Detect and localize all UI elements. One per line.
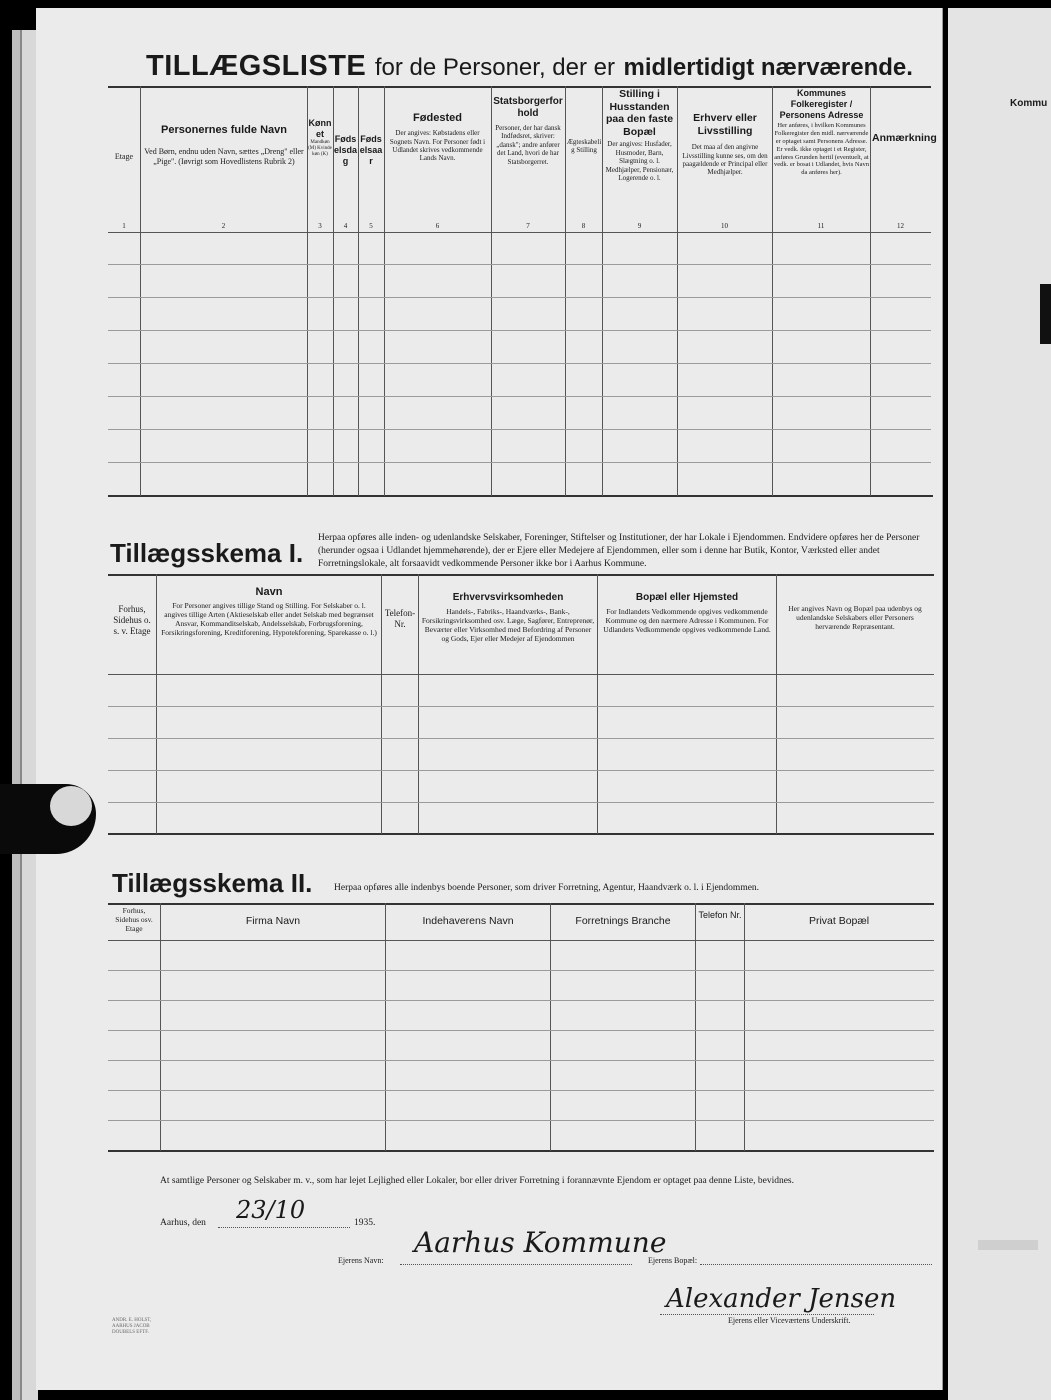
skema2-col-private-label: Privat Bopæl [808, 915, 870, 927]
skema1-header-bottom [108, 674, 934, 675]
column-number: 7 [526, 222, 530, 230]
skema2-col-divider [385, 903, 386, 1151]
skema1-row-line [108, 770, 934, 771]
list-col-register [774, 88, 869, 177]
list-col-etage-title: Etage [114, 152, 134, 161]
list-col-gender-note: Mandkøn (M) Kvindekøn (K) [308, 139, 332, 157]
list-col-divider [772, 86, 773, 496]
skema2-col-etage-label: Forhus, Sidehus osv. Etage [115, 906, 153, 933]
skema1-top-border [108, 574, 934, 576]
skema2-row-line [108, 1030, 934, 1031]
list-col-gender-title: Kønnet [308, 118, 332, 139]
list-col-remarks-title: Anmærkning [872, 132, 937, 144]
skema1-col-representative-note: Her angives Navn og Bopæl paa udenbys og udenlandske Selskabers eller Personers herværende Repræsentant. [788, 604, 922, 631]
skema2-header-bottom [108, 940, 934, 941]
column-number: 10 [721, 222, 728, 230]
skema1-col-phone-label: Telefon-Nr. [384, 608, 416, 629]
year-label: 1935. [354, 1218, 376, 1228]
column-number: 8 [581, 222, 586, 230]
skema1-col-etage-label: Forhus, Sidehus o. s. v. Etage [113, 604, 151, 636]
list-col-household-title: Stilling i Husstanden paa den faste Bopæl [605, 88, 674, 138]
skema1-col-business-note: Handels-, Fabriks-, Haandværks-, Bank-, Forsikringsvirksomhed osv. Læge, Sagfører, Entreprenør, Beværter eller Virksomhed med Befordring af Personer og Gods, Ejer eller Medejer af Ejendommen [421, 607, 595, 643]
owner-name-line [400, 1264, 632, 1265]
adjacent-page-faint-text [978, 1240, 1038, 1250]
list-col-name [143, 124, 305, 166]
skema2-col-firm-label: Firma Navn [245, 915, 301, 927]
list-row-line [108, 462, 931, 463]
list-row-line [108, 396, 931, 397]
list-col-birthplace [386, 112, 489, 163]
skema2-row-line [108, 1120, 934, 1121]
main-title [146, 50, 913, 83]
main-title-mid: for de Personer, der er [374, 54, 615, 81]
column-number: 4 [343, 222, 348, 230]
column-number: 3 [318, 222, 322, 230]
thumbnail [50, 786, 92, 826]
owner-residence-line [700, 1264, 932, 1265]
skema1-col-residence-note: For Indlandets Vedkommende opgives vedkommende Kommune og den nærmere Adresse i Kommunen. For Udlandets Vedkommende opgives vedkommende Land. [603, 607, 771, 634]
list-col-birthplace-title: Fødested [413, 112, 462, 124]
list-col-occupation-note: Det maa af den angivne Livsstilling kunne ses, om den paagældende er Principal eller Medhjælper. [682, 143, 768, 177]
list-row-line [108, 330, 931, 331]
column-number: 12 [897, 222, 904, 230]
skema1-row-line [108, 706, 934, 707]
column-number: 2 [221, 222, 226, 230]
list-col-birthplace-note: Der angives: Købstadens eller Sognets Navn. For Personer født i Udlandet skrives vedkommende Lands Navn. [389, 129, 486, 163]
skema2-col-branch-label: Forretnings Branche [575, 915, 671, 927]
skema2-row-line [108, 970, 934, 971]
list-col-citizenship [493, 96, 563, 166]
skema1-col-name-note: For Personer angives tillige Stand og Stilling. For Selskaber o. l. angives tillige Arten (Aktieselskab eller andet Selskab med begrænset Ansvar, Kommanditselskab, Andelsselskab, Forbrugsforening, Forsikringsforening, Kreditforening, Hypotekforening, Sparekasse o. l.) [161, 601, 377, 638]
skema2-intro: Herpaa opføres alle indenbys boende Personer, som driver Forretning, Agentur, Haandværk o. l. i Ejendommen. [334, 883, 760, 893]
skema2-title: Tillægsskema II. [112, 868, 313, 898]
skema1-title: Tillægsskema I. [110, 538, 304, 568]
skema2-row-line [108, 1000, 934, 1001]
skema1-col-phone [383, 608, 417, 630]
skema2-col-branch [552, 915, 694, 928]
skema2-row-line [108, 1060, 934, 1061]
list-row-line [108, 264, 931, 265]
list-col-household-note: Der angives: Husfader, Husmoder, Barn, Slægtning o. l. Medhjælper, Pensionær, Logerende o. l. [605, 140, 674, 182]
owner-name-label: Ejerens Navn: [338, 1256, 384, 1265]
column-number: 11 [817, 222, 825, 230]
main-title-bold: TILLÆGSLISTE [146, 50, 367, 82]
skema2-col-divider [550, 903, 551, 1151]
skema1-col-divider [156, 574, 157, 834]
page-stack-edge [12, 30, 20, 1400]
list-col-marital-title: Ægteskabelig Stilling [566, 138, 602, 155]
signature-handwritten: Alexander Jensen [666, 1284, 897, 1314]
list-col-citizenship-note: Personer, der har dansk Indfødsret, skriver: „dansk"; andre anfører det Land, hvori de har Statsborgerret. [495, 124, 561, 166]
list-col-divider [384, 86, 385, 496]
owner-name-handwritten: Aarhus Kommune [414, 1226, 667, 1259]
column-number: 6 [435, 222, 440, 230]
skema1-col-business-title: Erhvervsvirksomheden [452, 592, 564, 603]
list-col-remarks [872, 132, 937, 145]
skema1-col-etage [110, 604, 154, 636]
list-col-divider [491, 86, 492, 496]
skema2-col-firm [162, 915, 384, 928]
skema2-col-private [746, 915, 932, 928]
signature-line [660, 1314, 874, 1315]
skema2-col-owner [387, 915, 549, 928]
skema1-col-name-title: Navn [255, 586, 283, 598]
list-col-register-note: Her anføres, i hvilken Kommunes Folkeregister den midl. nærværende er optaget samt Personens Adresse. Er vedk. ikke optaget i et Register, anføres Grunden hertil (eventuelt, at vedk. er bosat i Udlandet, hvis Navn da anføres her). [774, 122, 869, 177]
declaration-text: At samtlige Personer og Selskaber m. v., som har lejet Lejlighed eller Lokaler, bor eller driver Forretning i forannævnte Ejendom er optaget paa denne Liste, bevidnes. [160, 1176, 794, 1186]
adjacent-page-mark [1040, 284, 1051, 344]
list-bottom-border [108, 495, 933, 497]
skema1-col-business [421, 592, 595, 643]
list-col-name-note: Ved Børn, endnu uden Navn, sættes „Dreng" eller „Pige". (Iøvrigt som Hovedlistens Rubrik 2) [144, 147, 304, 166]
list-col-birthday [333, 134, 358, 166]
column-number: 5 [369, 222, 373, 230]
adjacent-page [948, 8, 1051, 1400]
skema2-bottom-border [108, 1150, 934, 1152]
skema2-col-phone-label: Telefon Nr. [698, 910, 742, 920]
skema1-col-divider [776, 574, 777, 834]
adjacent-page-text: Kommu [1010, 98, 1048, 109]
list-col-marital [566, 138, 602, 155]
list-row-line [108, 363, 931, 364]
list-col-name-title: Personernes fulde Navn [161, 124, 287, 136]
skema1-intro: Herpaa opføres alle inden- og udenlandske Selskaber, Foreninger, Stiftelser og Institutioner, der har Lokale i Ejendommen. Endvidere opføres her de Personer (herunder ogsaa i Udlandet hjemmehørende), der er Ejere eller Medejere af Ejendommen, eller som i denne har Butik, Kontor, Værksted eller andet Forretningslokale, alt forsaavidt vedkommende Personer ikke bor i Aarhus Kommune. [318, 533, 920, 569]
skema1-bottom-border [108, 833, 934, 835]
list-col-birthday-title: Fødselsdag [333, 134, 357, 166]
list-col-divider [870, 86, 871, 496]
skema2-top-border [108, 903, 934, 905]
skema1-col-divider [381, 574, 382, 834]
owner-residence-label: Ejerens Bopæl: [648, 1256, 698, 1265]
skema2-col-divider [695, 903, 696, 1151]
skema2-col-etage [110, 906, 158, 933]
date-handwritten: 23/10 [236, 1196, 306, 1224]
signature-label: Ejerens eller Viceværtens Underskrift. [728, 1316, 851, 1325]
skema2-col-divider [160, 903, 161, 1151]
skema2-col-divider [744, 903, 745, 1151]
printer-imprint: ANDR. E. HOLST, AARHUS JACOB DOUBELS EFTF. [112, 1318, 152, 1335]
list-col-occupation-title: Erhverv eller Livsstilling [693, 112, 757, 137]
skema1-row-line [108, 738, 934, 739]
column-number: 1 [122, 222, 126, 230]
list-row-line [108, 429, 931, 430]
skema1-col-residence [600, 592, 774, 634]
skema1-col-residence-title: Bopæl eller Hjemsted [635, 592, 739, 603]
list-col-register-title: Kommunes Folkeregister / Personens Adresse [779, 88, 864, 120]
list-col-birthyear-title: Fødselsaar [359, 134, 383, 166]
skema2-col-owner-label: Indehaverens Navn [422, 915, 514, 927]
skema1-col-divider [597, 574, 598, 834]
list-col-divider [677, 86, 678, 496]
skema2-col-phone [697, 910, 743, 921]
main-title-emph: midlertidigt nærværende. [623, 54, 913, 81]
skema1-col-representative [780, 604, 930, 631]
skema1-col-divider [418, 574, 419, 834]
list-col-divider [140, 86, 141, 496]
skema1-row-line [108, 802, 934, 803]
list-col-citizenship-title: Statsborgerforhold [493, 96, 563, 119]
date-place-label: Aarhus, den [160, 1218, 206, 1228]
list-col-occupation [679, 112, 771, 177]
list-col-etage [108, 152, 140, 162]
column-number: 9 [637, 222, 642, 230]
skema2-row-line [108, 1090, 934, 1091]
list-col-household [603, 88, 676, 182]
date-line [218, 1227, 350, 1228]
list-col-gender [307, 118, 333, 158]
list-row-line [108, 297, 931, 298]
skema1-col-name [160, 586, 378, 637]
list-header-bottom [108, 232, 931, 233]
list-col-birthyear [358, 134, 384, 166]
